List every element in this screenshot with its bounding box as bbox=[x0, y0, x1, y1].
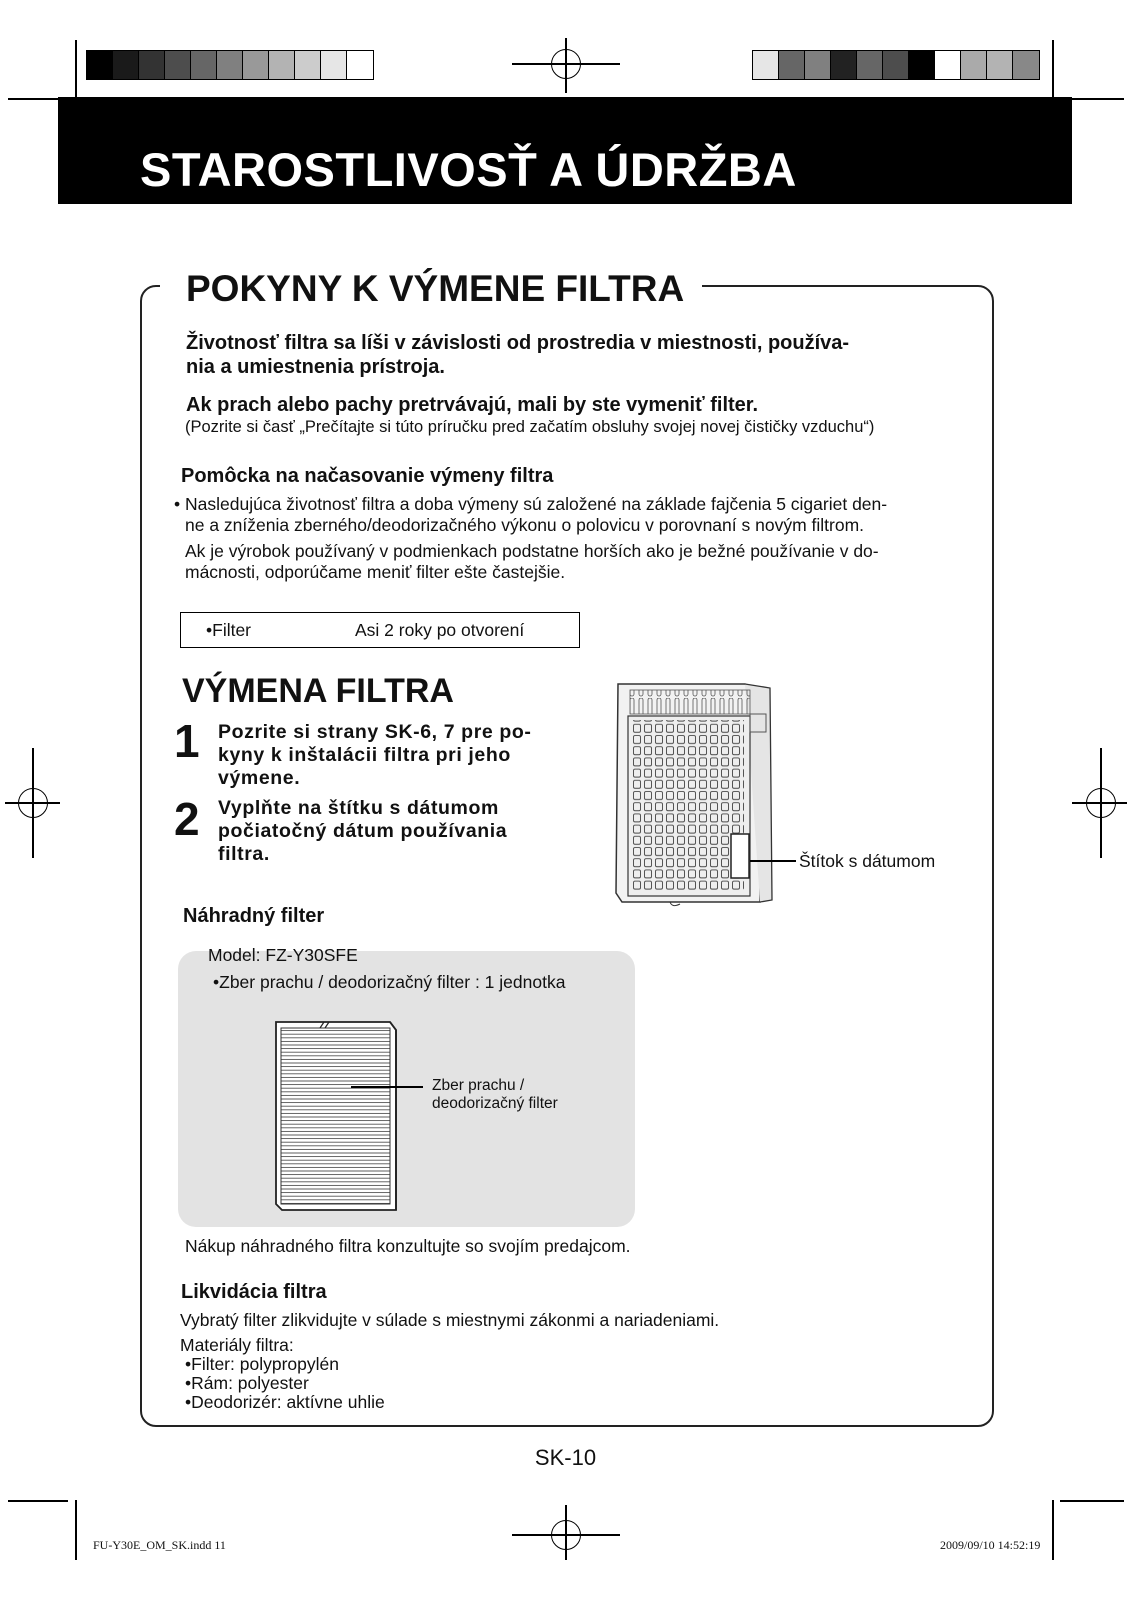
gray-scale-strip-right bbox=[752, 50, 1040, 80]
purchase-note: Nákup náhradného filtra konzultujte so svojím predajcom. bbox=[185, 1236, 631, 1256]
date-label-callout: Štítok s dátumom bbox=[799, 851, 936, 871]
footer-timestamp: 2009/09/10 14:52:19 bbox=[940, 1538, 1041, 1552]
materials-label: Materiály filtra: bbox=[180, 1335, 294, 1355]
disposal-text: Vybratý filter zlikvidujte v súlade s miestnymi zákonmi a nariadeniami. bbox=[180, 1310, 720, 1330]
footer-filename: FU-Y30E_OM_SK.indd 11 bbox=[93, 1538, 226, 1552]
replacement-title: VÝMENA FILTRA bbox=[182, 672, 454, 710]
filter-callout-leader bbox=[351, 1086, 423, 1088]
spare-filter-contents: •Zber prachu / deodorizačný filter : 1 jednotka bbox=[213, 972, 566, 992]
step-2-number: 2 bbox=[174, 793, 200, 845]
intro-line-2: nia a umiestnenia prístroja. bbox=[186, 356, 445, 378]
filter-illustration bbox=[272, 1018, 402, 1214]
filter-callout-line-2: deodorizačný filter bbox=[432, 1095, 558, 1112]
filter-callout bbox=[432, 1077, 558, 1113]
step-1-line-2: kyny k inštalácii filtra pri jeho bbox=[218, 744, 511, 766]
air-purifier-illustration bbox=[610, 678, 780, 908]
step-2-line-1: Vyplňte na štítku s dátumom bbox=[218, 797, 499, 819]
table-value: Asi 2 roky po otvorení bbox=[355, 620, 525, 640]
section-title: POKYNY K VÝMENE FILTRA bbox=[186, 268, 685, 309]
table-label: •Filter bbox=[206, 620, 252, 640]
step-1-number: 1 bbox=[174, 715, 200, 767]
material-item: •Filter: polypropylén bbox=[185, 1354, 339, 1374]
intro-line-1: Životnosť filtra sa líši v závislosti od prostredia v miestnosti, používa- bbox=[186, 332, 850, 354]
timing-note-1: Ak je výrobok používaný v podmienkach podstatne horších ako je bežné používanie v do- bbox=[185, 541, 879, 561]
step-1-line-1: Pozrite si strany SK-6, 7 pre po- bbox=[218, 721, 532, 743]
step-2-line-3: filtra. bbox=[218, 843, 270, 865]
spare-filter-heading: Náhradný filter bbox=[183, 905, 325, 927]
replace-advice: Ak prach alebo pachy pretrvávajú, mali by ste vymeniť filter. bbox=[186, 394, 759, 416]
timing-bullet-1: • Nasledujúca životnosť filtra a doba výmeny sú založené na základe fajčenia 5 cigariet den- bbox=[174, 494, 888, 514]
page-title: STAROSTLIVOSŤ A ÚDRŽBA bbox=[140, 143, 797, 196]
date-label-leader bbox=[750, 860, 796, 862]
material-item: •Rám: polyester bbox=[185, 1373, 309, 1393]
material-item: •Deodorizér: aktívne uhlie bbox=[185, 1392, 385, 1412]
step-1-text bbox=[218, 721, 548, 790]
filter-callout-line-1: Zber prachu / bbox=[432, 1077, 525, 1094]
step-1-line-3: výmene. bbox=[218, 767, 301, 789]
timing-heading: Pomôcka na načasovanie výmeny filtra bbox=[181, 465, 554, 487]
gray-scale-strip-left bbox=[86, 50, 374, 80]
step-2-line-2: počiatočný dátum používania bbox=[218, 820, 508, 842]
timing-note-2: mácnosti, odporúčame meniť filter ešte častejšie. bbox=[185, 562, 566, 582]
disposal-heading: Likvidácia filtra bbox=[181, 1281, 327, 1303]
page-number: SK-10 bbox=[534, 1445, 597, 1470]
filter-lifetime-table bbox=[180, 612, 580, 648]
timing-bullet-2: ne a zníženia zberného/deodorizačného výkonu o polovicu v porovnaní s novým filtrom. bbox=[185, 515, 865, 535]
model-number: Model: FZ-Y30SFE bbox=[208, 945, 358, 965]
reference-note: (Pozrite si časť „Prečítajte si túto príručku pred začatím obsluhy svojej novej čističky vzduchu“) bbox=[185, 418, 875, 436]
materials-list bbox=[180, 1336, 385, 1412]
step-2-text bbox=[218, 797, 548, 866]
